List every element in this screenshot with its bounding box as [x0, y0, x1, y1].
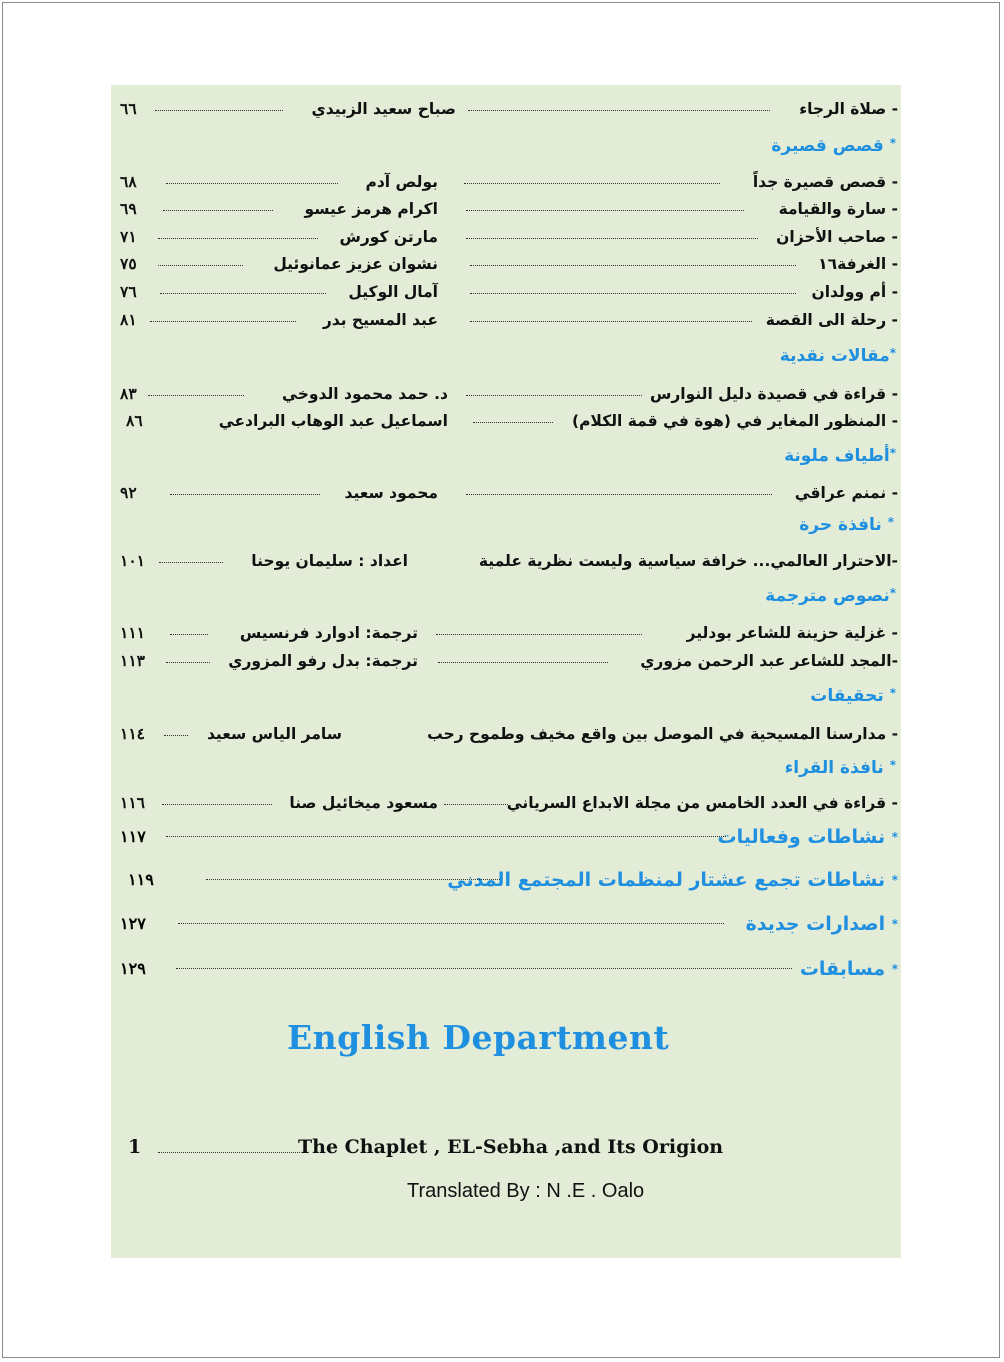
entry-page: ٧٦ [120, 282, 137, 301]
entry-page: ١١٤ [120, 724, 145, 743]
toc-entry [120, 790, 898, 816]
leader-dots [166, 183, 338, 184]
entry-author: نشوان عزيز عمانوئيل [273, 255, 438, 273]
section-heading: * نشاطات تجمع عشتار لمنظمات المجتمع المدني [447, 869, 898, 891]
section-heading: *مقالات نقدية [779, 346, 896, 366]
entry-page: ٨١ [120, 310, 137, 329]
section-heading: * نافذة حرة [799, 515, 894, 535]
entry-page: ١١١ [120, 623, 145, 642]
entry-author: عبد المسيح بدر [322, 311, 438, 329]
leader-dots [444, 804, 508, 805]
entry-title: - سارة والقيامة [778, 200, 898, 218]
leader-dots [166, 836, 726, 837]
entry-title: - المنظور المغاير في (هوة في قمة الكلام) [571, 412, 898, 430]
english-department-heading: English Department [287, 1018, 670, 1057]
toc-entry [120, 721, 898, 747]
leader-dots [150, 321, 296, 322]
section-heading: *نصوص مترجمة [765, 586, 896, 606]
entry-title: - رحلة الى القصة [765, 311, 898, 329]
leader-dots [468, 110, 770, 111]
toc-entry [120, 279, 898, 305]
leader-dots [470, 321, 752, 322]
section-heading: * قصص قصيرة [771, 136, 896, 156]
leader-dots [473, 422, 553, 423]
toc-entry [120, 548, 898, 574]
entry-title: - مدارسنا المسيحية في الموصل بين واقع مخيف وطموح رحب [427, 725, 898, 743]
leader-dots [206, 879, 500, 880]
section-heading: * نافذة القراء [784, 758, 896, 778]
entry-page: ١١٦ [120, 793, 145, 812]
entry-title: - أم وولدان [811, 283, 898, 301]
entry-title: - نمنم عراقي [794, 484, 898, 502]
toc-entry [120, 408, 898, 434]
entry-author: د. حمد محمود الدوخي [282, 385, 448, 403]
leader-dots [466, 494, 772, 495]
entry-author: اعداد : سليمان يوحنا [251, 552, 408, 570]
section-heading: * اصدارات جديدة [745, 913, 898, 935]
entry-page: ٦٦ [120, 99, 137, 118]
entry-title: -المجد للشاعر عبد الرحمن مزوري [640, 652, 898, 670]
leader-dots [158, 238, 318, 239]
toc-entry [120, 169, 898, 195]
leader-dots [162, 804, 272, 805]
entry-title: - قراءة في العدد الخامس من مجلة الابداع السرياني [506, 794, 898, 812]
entry-page: ١٢٧ [120, 914, 146, 933]
leader-dots [470, 293, 796, 294]
leader-dots [176, 968, 792, 969]
leader-dots [163, 210, 273, 211]
leader-dots [148, 395, 244, 396]
section-heading: * تحقيقات [810, 686, 896, 706]
leader-dots [170, 634, 208, 635]
entry-author: ترجمة: بدل رفو المزوري [228, 652, 418, 670]
toc-entry [120, 224, 898, 250]
entry-page: ٧٥ [120, 254, 137, 273]
leader-dots [466, 395, 642, 396]
toc-entry [120, 480, 898, 506]
entry-page: ١٠١ [120, 551, 145, 570]
section-heading: *أطياف ملونة [784, 446, 896, 466]
section-heading: * نشاطات وفعاليات [717, 826, 898, 848]
leader-dots [466, 210, 744, 211]
leader-dots [436, 634, 642, 635]
leader-dots [160, 293, 326, 294]
toc-section-entry [120, 909, 898, 939]
leader-dots [170, 494, 320, 495]
toc-entry [120, 251, 898, 277]
toc-section-entry [120, 954, 898, 984]
leader-dots [166, 662, 210, 663]
entry-title: - قصص قصيرة جداً [752, 173, 898, 191]
entry-author: آمال الوكيل [348, 283, 438, 301]
entry-author: مارتن كورش [339, 228, 438, 246]
entry-author: صباح سعيد الزبيدي [311, 100, 456, 118]
entry-author: مسعود ميخائيل صنا [289, 794, 438, 812]
entry-page: ٦٨ [120, 172, 137, 191]
entry-author: بولص آدم [365, 173, 438, 191]
entry-page: ١٢٩ [120, 959, 146, 978]
leader-dots [466, 238, 758, 239]
leader-dots [155, 110, 283, 111]
leader-dots [464, 183, 720, 184]
section-heading: * مسابقات [799, 958, 898, 980]
entry-page: ٧١ [120, 227, 137, 246]
leader-dots [164, 735, 188, 736]
entry-title: The Chaplet , EL-Sebha ,and Its Origion [298, 1136, 724, 1158]
toc-entry [120, 307, 898, 333]
toc-entry [120, 196, 898, 222]
entry-page: 1 [128, 1136, 142, 1158]
entry-page: ٦٩ [120, 199, 137, 218]
entry-title: - الغرفة١٦ [818, 255, 898, 273]
translator-credit: Translated By : N .E . Oalo [407, 1180, 645, 1202]
toc-entry [120, 96, 898, 122]
entry-author: اكرام هرمز عيسو [304, 200, 438, 218]
leader-dots [158, 265, 243, 266]
entry-author: سامر الياس سعيد [206, 725, 342, 743]
toc-entry [120, 620, 898, 646]
entry-page: ١١٧ [120, 827, 146, 846]
entry-title: -الاحترار العالمي... خرافة سياسية وليست نظرية علمية [478, 552, 898, 570]
leader-dots [158, 1152, 300, 1153]
toc-entry [120, 648, 898, 674]
leader-dots [159, 562, 223, 563]
entry-title: - قراءة في قصيدة دليل النوارس [649, 385, 898, 403]
entry-author: اسماعيل عبد الوهاب البرادعي [218, 412, 448, 430]
toc-entry [120, 381, 898, 407]
entry-page: ٨٣ [120, 384, 137, 403]
leader-dots [438, 662, 608, 663]
leader-dots [178, 923, 724, 924]
toc-section-entry [120, 865, 898, 895]
leader-dots [470, 265, 796, 266]
entry-page: ١١٩ [128, 870, 154, 889]
entry-title: - صاحب الأحزان [776, 228, 898, 246]
entry-title: - صلاة الرجاء [799, 100, 898, 118]
entry-page: ٨٦ [126, 411, 143, 430]
entry-page: ٩٢ [120, 483, 137, 502]
toc-section-entry [120, 822, 898, 852]
entry-author: محمود سعيد [344, 484, 438, 502]
entry-author: ترجمة: ادوارد فرنسيس [239, 624, 418, 642]
entry-page: ١١٣ [120, 651, 145, 670]
entry-title: - غزلية حزينة للشاعر بودلير [686, 624, 898, 642]
